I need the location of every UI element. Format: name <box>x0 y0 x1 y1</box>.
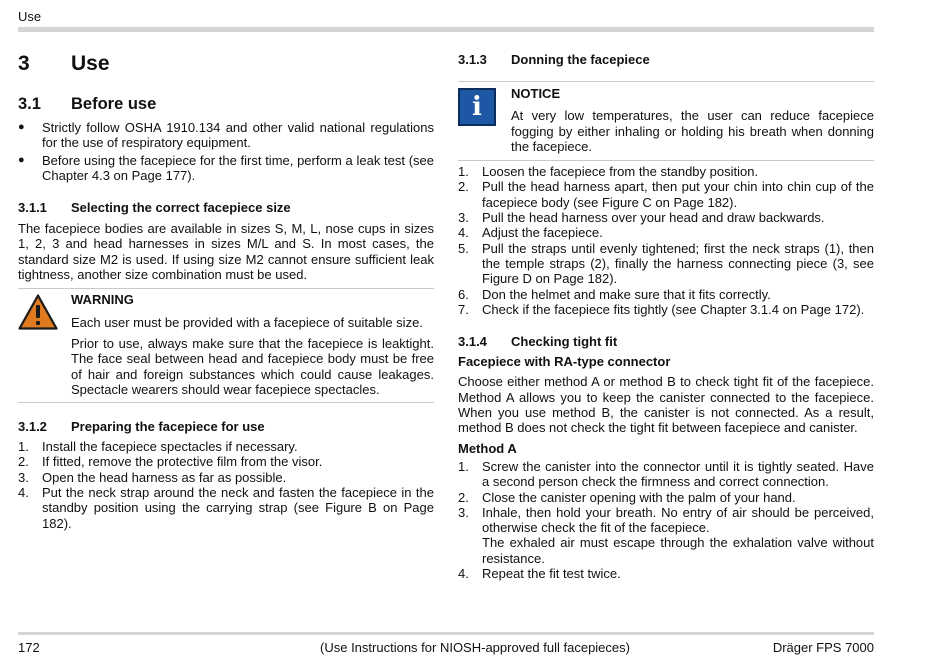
section-number: 3.1.4 <box>458 334 487 350</box>
bullet-item <box>18 153 434 184</box>
step-text: Close the canister opening with the palm of your hand. <box>482 489 796 505</box>
donning-steps <box>458 164 874 317</box>
step-number: 1. <box>458 458 469 474</box>
section-title: Preparing the facepiece for use <box>71 419 265 435</box>
before-use-bullets <box>18 120 434 183</box>
step-number: 4. <box>18 485 29 501</box>
chapter-title: Use <box>71 52 110 75</box>
step-text: Open the head harness as far as possible. <box>42 469 287 485</box>
section-number: 3.1.1 <box>18 200 47 216</box>
warning-text: Prior to use, always make sure that the facepiece is leaktight. The face seal between head and facepiece body must be free of hair and foreign substances which could cause leakages. Spectacle wearers should wear facepiece spectacles. <box>71 335 434 397</box>
step-text: Install the facepiece spectacles if necessary. <box>42 439 298 455</box>
list-item <box>458 225 874 240</box>
section-title: Before use <box>71 95 157 113</box>
step-text: Pull the straps until evenly tightened; first the neck straps (1), then the temple straps (2), finally the harness connecting piece (3, see Figure D on Page 182). <box>482 240 874 287</box>
list-item <box>458 179 874 210</box>
list-item <box>458 490 874 505</box>
section-title: Donning the facepiece <box>511 52 650 67</box>
section-3-1-3-heading <box>458 52 874 68</box>
size-paragraph: The facepiece bodies are available in sizes S, M, L, nose cups in sizes 1, 2, 3 and head harnesses in sizes M/L and S. In most cases, the standard size M2 is used. If using size M2 cannot ensure sufficient leak tightness, another size combination must be used. <box>18 221 434 283</box>
step-text: Inhale, then hold your breath. No entry of air should be perceived, otherwise check the fit of the facepiece. <box>482 504 874 536</box>
step-text: Put the neck strap around the neck and fasten the facepiece in the standby position using the carrying strap (see Figure B on Page 182). <box>42 485 434 531</box>
warning-text: Each user must be provided with a facepiece of suitable size. <box>71 314 423 330</box>
running-head: Use <box>18 9 42 24</box>
list-item <box>458 241 874 287</box>
section-3-1-2-heading <box>18 419 434 435</box>
section-number: 3.1.3 <box>458 52 487 67</box>
bullet-item <box>18 120 434 151</box>
step-text: If fitted, remove the protective film from the visor. <box>42 454 323 470</box>
header-rule <box>18 27 874 32</box>
warning-body <box>71 292 434 397</box>
footer-rule <box>18 632 874 635</box>
notice-title: NOTICE <box>511 86 561 101</box>
step-text: Don the helmet and make sure that it fits correctly. <box>482 286 771 302</box>
connector-subheading: Facepiece with RA-type connector <box>458 354 671 370</box>
section-title: Checking tight fit <box>511 334 618 350</box>
info-icon-wrap <box>458 86 511 154</box>
step-text: Repeat the fit test twice. <box>482 566 621 582</box>
step-text: Loosen the facepiece from the standby position. <box>482 164 759 180</box>
warning-box <box>18 288 434 403</box>
footer-product-name: Dräger FPS 7000 <box>772 640 874 655</box>
list-item <box>18 470 434 485</box>
step-number: 3. <box>458 504 469 520</box>
step-number: 1. <box>458 164 469 180</box>
tight-fit-paragraph: Choose either method A or method B to check tight fit of the facepiece. Method A allows you to keep the canister connected to the facepiece. When you use method B, the canister is not connected. As a result, method B does not check the tight fit between facepiece and canister. <box>458 374 874 436</box>
list-item <box>458 302 874 317</box>
list-item <box>18 485 434 531</box>
method-a-title: Method A <box>458 440 517 456</box>
left-column <box>18 52 434 531</box>
bullet-text: Strictly follow OSHA 1910.134 and other valid national regulations for the use of respiratory equipment. <box>42 120 434 151</box>
step-number: 2. <box>458 489 469 505</box>
footer-document-title: (Use Instructions for NIOSH-approved full facepieces) <box>320 640 630 655</box>
bullet-icon: ● <box>18 153 25 166</box>
step-number: 7. <box>458 301 469 317</box>
step-number: 1. <box>18 439 29 455</box>
step-text: Check if the facepiece fits tightly (see Chapter 3.1.4 on Page 172). <box>482 301 865 317</box>
section-3-1-heading <box>18 94 434 114</box>
step-number: 2. <box>18 454 29 470</box>
list-item <box>458 287 874 302</box>
step-number: 4. <box>458 225 469 241</box>
prepare-steps <box>18 439 434 531</box>
info-icon: i <box>458 88 496 126</box>
page-number: 172 <box>18 640 40 655</box>
step-number: 3. <box>458 210 469 226</box>
notice-body <box>511 86 874 154</box>
section-number: 3.1.2 <box>18 419 47 435</box>
list-item <box>18 454 434 469</box>
notice-text: At very low temperatures, the user can reduce facepiece fogging by either inhaling or holding his breath when donning the facepiece. <box>511 108 874 154</box>
step-text: Screw the canister into the connector until it is tightly seated. Have a second person check the firmness and correct connection. <box>482 458 874 490</box>
chapter-number: 3 <box>18 52 30 75</box>
step-extra-text: The exhaled air must escape through the exhalation valve without resistance. <box>482 535 874 566</box>
list-item <box>458 505 874 566</box>
step-number: 6. <box>458 286 469 302</box>
warning-triangle-icon <box>18 292 71 397</box>
list-item <box>18 439 434 454</box>
step-text: Adjust the facepiece. <box>482 225 603 241</box>
list-item <box>458 164 874 179</box>
right-column <box>458 52 874 581</box>
step-number: 4. <box>458 566 469 582</box>
list-item <box>458 459 874 490</box>
step-number: 5. <box>458 240 469 256</box>
section-number: 3.1 <box>18 95 41 113</box>
step-text: Pull the head harness over your head and draw backwards. <box>482 210 825 226</box>
section-3-1-4-heading <box>458 334 874 350</box>
step-body <box>482 505 874 566</box>
notice-box <box>458 81 874 161</box>
list-item <box>458 210 874 225</box>
method-a-steps <box>458 459 874 581</box>
chapter-heading <box>18 52 434 76</box>
section-3-1-1-heading <box>18 200 434 216</box>
step-number: 3. <box>18 469 29 485</box>
bullet-icon: ● <box>18 121 25 133</box>
warning-title: WARNING <box>71 292 134 308</box>
section-title: Selecting the correct facepiece size <box>71 200 291 216</box>
step-number: 2. <box>458 179 469 195</box>
step-text: Pull the head harness apart, then put your chin into chin cup of the facepiece body (see Figure C on Page 182). <box>482 179 874 210</box>
list-item <box>458 566 874 581</box>
bullet-text: Before using the facepiece for the first time, perform a leak test (see Chapter 4.3 on Page 177). <box>42 152 434 183</box>
